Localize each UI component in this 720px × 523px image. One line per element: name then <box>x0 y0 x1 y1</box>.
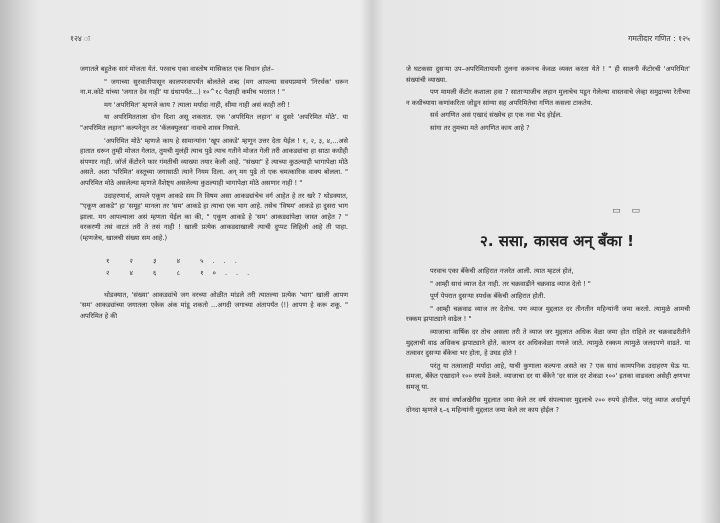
right-page-body <box>406 64 690 136</box>
chapter-title: २. ससा, कासव अन् बँका ! <box>480 232 634 250</box>
sequence-row: १ २ ३ ४ ५... <box>106 256 246 265</box>
paragraph: 'अपरिमित मोठे' म्हणजे काय हे सामान्यांना 'खूप आकडे' म्हणून उत्तर देता येईल ! १, २, ३, ४,...असे हातात धरून तुम्ही मोजत गेलात, तुमची मुलंही त्याच पुढे त्याच गतीने मोजत गेली तरी आकड्यांचा हा साठा कधीही संपणार नाही. जॉर्ज कँटोरने फार गंमतीची व्याख्या तयार केली आहे. "संख्या" हे त्याच्या कुठल्याही भागापेक्षा मोठे असते. अशा 'परिमित' वस्तूच्या जगासाठी त्याने नियम दिला. अन् मग पुढे तो एक चमत्कारिक वाक्य बोलला. " अपरिमित मोठे असलेल्या म्हणजे वैशेष्ट्य असलेल्या कुठल्याही भागापेक्षा मोठे असणार नाही ! " <box>80 136 348 187</box>
sequence-row: २ ४ ६ ८ १०... <box>106 268 259 277</box>
left-page-header: १२४ ः <box>70 34 90 43</box>
paragraph: तर साधं वर्षाअखेरीस मुद्दलात जमा केले तर वर्ष संपल्यावर मुद्दलाचे २०० रुपये होतील. परंतु व्याज अर्धापूर्ण दोनदा म्हणजे ६–६ महिन्यांनी मुद्दलात जमा केले तर काय होईल ? <box>406 395 690 415</box>
paragraph: " जगाच्या सुरवातीपासून कालपरवापर्यंत बोलतेले शब्द (मग आपल्या सवयप्रमाणे 'निरर्थक' धरून ना.म.कोटे यांच्या 'जगात देव नाही' या ग्रंथापर्यंत...) १०^१८ पेक्षाही कमीच भरतात ! " <box>80 77 348 97</box>
paragraph: पण मामली कँटोर कशाला हवा ? साताऱ्याजीच लहान मुलाचेच पडून गेलेल्या वास्तवाचे जेव्हा समुद्राच्या रेतीच्या न कधीच्याया कणांकरिता जोडून सांग्या सह अपरिमितेचा गणित कसला टाकतेय. <box>406 88 690 107</box>
paragraph: " आम्ही चक्रवाढ व्याज तर देतोच. पण व्याज मुद्दलात दर तीनतीन महिन्यांनी जमा करतो. त्यामुळे आमची रक्कम झपाट्याने वाढेल ! " <box>406 304 690 324</box>
paragraph: परवाच एका बँकेची आहिरात नजरेत आली. त्यात म्हटलं होतं, <box>430 267 574 275</box>
paragraph: सर्व अगणित असं एखादं संख्येच हा एक नवा भेद होईल. <box>430 111 563 120</box>
number-sequence <box>106 256 348 280</box>
left-page-body <box>80 64 348 323</box>
chapter-body <box>406 266 690 418</box>
paragraph: या अपरिमितताला दोन दिशा असू शकतात. एक 'अपरिमित लहान' व दुसरे 'अपरिमित मोठे'. या "अपरिमित लहान" कल्पनेतून तर 'कॅलक्युलस' नावाचे शास्त्र निघाले. <box>80 113 348 132</box>
paragraph: व्याजाचा वार्षिक दर तोच असला तरी ते व्याज जर मुद्दलात अधिक वेळा जमा होत राहिले तर चक्रवाढरीतीने मुद्दलाची वाढ अधिकच झपाट्याने होते. कारण दर अधिकवेळा गणले जाते. त्यामुळे रक्कम त्यामुळे जलदपणे वाढते. या तत्वावर दुसऱ्या बँकेचा भर होता, हे उघड होते ! <box>406 327 690 358</box>
paragraph: पूर्ण पेपरात दुसऱ्या स्पर्धक बँकेची आहिरात होती. <box>430 292 546 301</box>
left-page <box>40 0 360 523</box>
paragraph: सांगा तर तुमच्या मते अगणित काय आहे ? <box>430 123 530 132</box>
right-page-header: गमतीदार गणित : १२५ <box>628 34 690 43</box>
paragraph: परंतु या तत्वालाही मर्यादा आहे, याची कुणाला कल्पना असते का ? एक साधं कामपनिक उदाहरण घेऊ या. समजा, बँकेत एखादाने १०० रुपये ठेवले. व्याजाचा दर या बँकेने 'दर साल दर शेकडा १००' इतका वाढवला असेही क्षणभर समजू या. <box>406 361 690 391</box>
paragraph: " आम्ही साधं व्याज देत नाही. तर चक्रवाढीने चक्रवाढ व्याज देतो ! " <box>430 279 591 288</box>
paragraph: थोडक्यात, 'संख्या' आकड्यांचे जग वरच्या ओळीत मांडले तरी त्यातल्या प्रत्येक 'भाग' खाली आपण 'सम' आकड्यांच्या जगातला एकेक अंक मांडू शकतो ...अगदी जगाच्या अंतापर्यंत (!) आपण हे करू शकू. " अपरिमित हे की <box>80 290 348 320</box>
right-page <box>386 0 704 523</box>
paragraph: मग 'अपरिमित' म्हणजे काय ? त्याला मर्यादा नाही, सीमा नाही असं काही तरी ! <box>104 100 291 109</box>
paragraph: उदाहरणार्थ, आपले एकूण आकडे सम नि विषम असा आकड्यांचेच वर्ग आहेत हे तर खरे ? थोडक्यात, "एकूण आकडे" हा 'समूह' मानला तर 'सम' आकडे हा त्याचा एक भाग आहे. तसेच 'विषम' आकडे हा दुसरा भाग झाला. मग आपल्याला असं म्हणता येईल का की, " एकूण आकडे हे 'सम' आकड्यांपेक्षा जास्त आहेत ? " वरकरणी तसं वाटतं तरी ते तसं नाही ! खाली प्रत्येक आकड्याखाली त्याची दुप्पट लिहिली आहे ती पाहा. (म्हणजेच, खालची संख्या सम आहे.) <box>80 191 348 242</box>
paragraph: जगातले बहुतेक सारं मोजता येतं. परवाच एका वास्तोष मासिकात एक विधान होतं– <box>80 65 274 73</box>
section-separator: ▭ ▭ <box>612 206 644 216</box>
paragraph: जे घटकसा दुसऱ्या उप–अपरिमितायाशी तुलना करूनच केवळ व्यक्त करता येते ! " ही सालनी कँटोरची 'अपरिमित' संख्यांची व्याख्या. <box>406 65 690 84</box>
